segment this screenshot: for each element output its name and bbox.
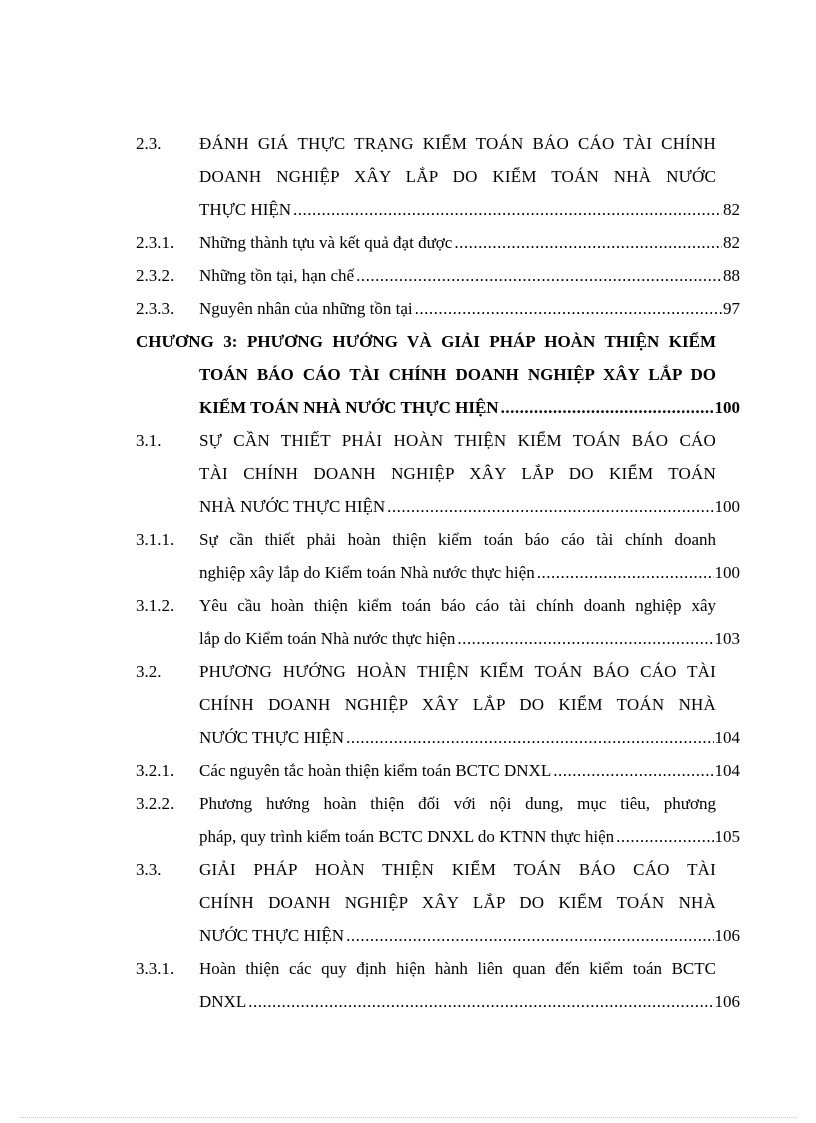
toc-text-line: TÀI CHÍNH DOANH NGHIỆP XÂY LẮP DO KIỂM TOÁN: [199, 464, 716, 483]
dot-leader: [387, 490, 713, 523]
toc-number: 2.3.2.: [136, 266, 175, 285]
toc-page-number: 105: [714, 827, 740, 846]
toc-page-number: 88: [723, 266, 740, 285]
dot-leader: [501, 391, 714, 424]
toc-entry-2-3-2[interactable]: [136, 259, 740, 292]
dot-leader: [454, 226, 722, 259]
toc-number: 2.3.3.: [136, 299, 175, 318]
toc-entry-2-3-1[interactable]: [136, 226, 740, 259]
toc-number: 3.2.: [136, 662, 162, 681]
toc-text-line: SỰ CẦN THIẾT PHẢI HOÀN THIỆN KIỂM TOÁN BÁO CÁO: [199, 431, 716, 450]
dot-leader: [346, 919, 713, 952]
toc-text-line: Hoàn thiện các quy định hiện hành liên quan đến kiểm toán BCTC: [199, 959, 716, 978]
toc-text-line: Những thành tựu và kết quả đạt được: [199, 233, 453, 252]
toc-page-number: 100: [714, 398, 740, 417]
toc-number: 3.1.: [136, 431, 162, 450]
toc-page-number: 106: [714, 926, 740, 945]
page-bottom-divider: [20, 1117, 796, 1118]
toc-text-line: Những tồn tại, hạn chế: [199, 266, 355, 285]
toc-page-number: 82: [723, 233, 740, 252]
toc-text-line: Phương hướng hoàn thiện đối với nội dung, mục tiêu, phương: [199, 794, 716, 813]
toc-text-line: NƯỚC THỰC HIỆN: [199, 728, 345, 747]
toc-page-number: 103: [714, 629, 740, 648]
toc-number: 3.3.1.: [136, 959, 175, 978]
toc-text-line: pháp, quy trình kiểm toán BCTC DNXL do KTNN thực hiện: [199, 827, 615, 846]
toc-page-number: 97: [723, 299, 740, 318]
dot-leader: [248, 985, 713, 1018]
toc-number: 2.3.1.: [136, 233, 175, 252]
dot-leader: [457, 622, 713, 655]
toc-entry-3-2-2[interactable]: [136, 787, 740, 853]
toc-text-line: CHÍNH DOANH NGHIỆP XÂY LẮP DO KIỂM TOÁN NHÀ: [199, 893, 716, 912]
toc-page-number: 100: [714, 497, 740, 516]
toc-text-line: ĐÁNH GIÁ THỰC TRẠNG KIỂM TOÁN BÁO CÁO TÀI CHÍNH: [199, 134, 716, 153]
toc-text-line: lắp do Kiểm toán Nhà nước thực hiện: [199, 629, 456, 648]
toc-text-line: CHÍNH DOANH NGHIỆP XÂY LẮP DO KIỂM TOÁN NHÀ: [199, 695, 716, 714]
toc-page-number: 100: [714, 563, 740, 582]
toc-number: 3.1.2.: [136, 596, 175, 615]
dot-leader: [537, 556, 714, 589]
toc-text-line: Các nguyên tắc hoàn thiện kiểm toán BCTC DNXL: [199, 761, 552, 780]
toc-entry-3-1-1[interactable]: [136, 523, 740, 589]
toc-number: 3.1.1.: [136, 530, 175, 549]
toc-text-line: THỰC HIỆN: [199, 200, 292, 219]
toc-text-line: Yêu cầu hoàn thiện kiểm toán báo cáo tài chính doanh nghiệp xây: [199, 596, 716, 615]
toc-text-line: DOANH NGHIỆP XÂY LẮP DO KIỂM TOÁN NHÀ NƯỚC: [199, 167, 716, 186]
toc-text-line: KIỂM TOÁN NHÀ NƯỚC THỰC HIỆN: [199, 398, 499, 417]
toc-entry-chapter-3[interactable]: [136, 325, 740, 424]
toc-text-line: GIẢI PHÁP HOÀN THIỆN KIỂM TOÁN BÁO CÁO TÀI: [199, 860, 716, 879]
toc-text-line: NHÀ NƯỚC THỰC HIỆN: [199, 497, 386, 516]
table-of-contents: [136, 127, 740, 1018]
toc-page-number: 104: [714, 761, 740, 780]
toc-entry-2-3-3[interactable]: [136, 292, 740, 325]
toc-entry-3-2-1[interactable]: [136, 754, 740, 787]
dot-leader: [346, 721, 713, 754]
toc-text-line: Sự cần thiết phải hoàn thiện kiểm toán báo cáo tài chính doanh: [199, 530, 716, 549]
dot-leader: [553, 754, 713, 787]
toc-entry-3-2[interactable]: [136, 655, 740, 754]
toc-entry-3-1[interactable]: [136, 424, 740, 523]
toc-number: 3.3.: [136, 860, 162, 879]
dot-leader: [293, 193, 722, 226]
toc-text-line: Nguyên nhân của những tồn tại: [199, 299, 413, 318]
dot-leader: [616, 820, 713, 853]
toc-text-line: TOÁN BÁO CÁO TÀI CHÍNH DOANH NGHIỆP XÂY LẮP DO: [199, 365, 716, 384]
dot-leader: [415, 292, 722, 325]
toc-entry-3-3-1[interactable]: [136, 952, 740, 1018]
toc-text-line: nghiệp xây lắp do Kiểm toán Nhà nước thực hiện: [199, 563, 535, 582]
toc-number: 3.2.2.: [136, 794, 175, 813]
toc-entry-2-3[interactable]: [136, 127, 740, 226]
toc-text-line: PHƯƠNG HƯỚNG HOÀN THIỆN KIỂM TOÁN BÁO CÁO TÀI: [199, 662, 716, 681]
toc-number: 3.2.1.: [136, 761, 175, 780]
toc-number: 2.3.: [136, 134, 162, 153]
chapter-heading: CHƯƠNG 3: PHƯƠNG HƯỚNG VÀ GIẢI PHÁP HOÀN THIỆN KIỂM: [136, 332, 716, 351]
toc-page-number: 82: [723, 200, 740, 219]
dot-leader: [356, 259, 722, 292]
toc-entry-3-1-2[interactable]: [136, 589, 740, 655]
toc-text-line: NƯỚC THỰC HIỆN: [199, 926, 345, 945]
toc-entry-3-3[interactable]: [136, 853, 740, 952]
toc-page-number: 106: [714, 992, 740, 1011]
toc-page-number: 104: [714, 728, 740, 747]
toc-text-line: DNXL: [199, 992, 247, 1011]
